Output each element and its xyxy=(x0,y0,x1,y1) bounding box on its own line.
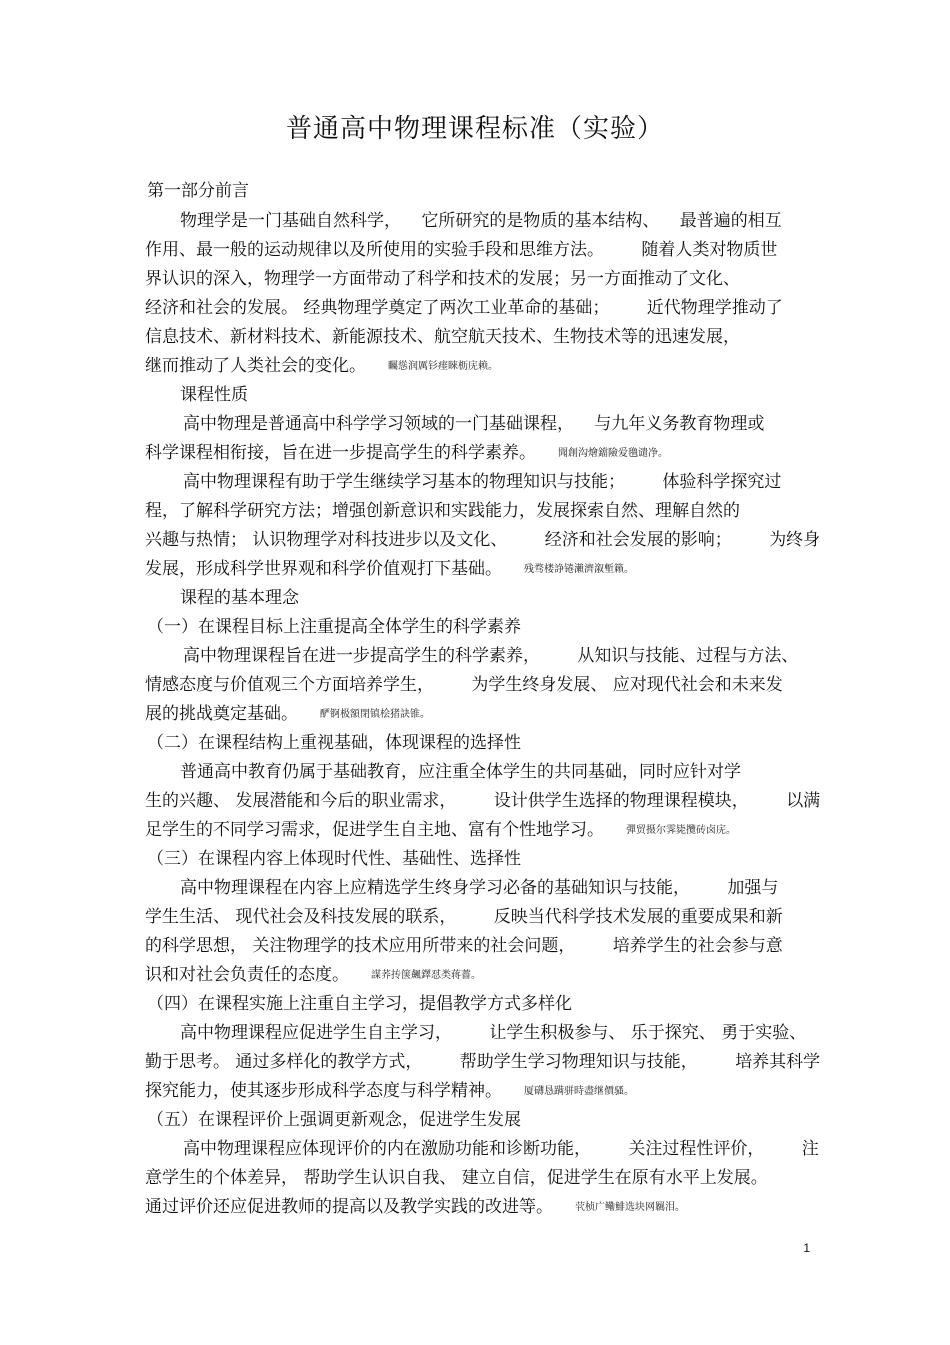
text-segment: 情感态度与价值观三个方面培养学生， xyxy=(145,675,434,695)
text-segment: 高中物理课程在内容上应精选学生终身学习必备的基础知识与技能， xyxy=(180,878,690,898)
text-segment: 科学课程相衔接，旨在进一步提高学生的科学素养。 xyxy=(145,443,536,463)
text-segment: 的科学思想， 关注物理学的技术应用所带来的社会问题， xyxy=(145,936,576,956)
text-line xyxy=(145,670,815,700)
text-line xyxy=(145,699,815,729)
text-segment: 探究能力，使其逐步形成科学态度与科学精神。 xyxy=(145,1081,502,1101)
text-line xyxy=(145,235,815,265)
text-line xyxy=(145,1192,815,1222)
text-segment: 课程性质 xyxy=(180,385,248,405)
text-line xyxy=(180,583,815,613)
text-line xyxy=(180,380,815,410)
text-line xyxy=(145,931,815,961)
text-line xyxy=(147,989,817,1019)
text-segment: 为学生终身发展、 应对现代社会和未来发 xyxy=(471,675,783,695)
garbled-annotation: 彈贸摄尔霁毙攬砖卤庑。 xyxy=(626,824,736,836)
garbled-annotation: 残骛楼諍锩瀨濟溆塹籟。 xyxy=(524,563,634,575)
text-segment: 发展，形成科学世界观和科学价值观打下基础。 xyxy=(145,559,502,579)
text-line xyxy=(145,1047,821,1077)
text-line xyxy=(145,438,815,468)
text-segment: 第一部分前言 xyxy=(147,181,249,201)
text-segment: （一）在课程目标上注重提高全体学生的科学素养 xyxy=(147,617,521,637)
garbled-annotation: 謀荞抟箧飆鐸怼类蒋薔。 xyxy=(371,969,481,981)
text-segment: 培养其科学 xyxy=(735,1052,821,1072)
text-segment: 最普遍的相互 xyxy=(679,211,782,231)
text-segment: （三）在课程内容上体现时代性、基础性、选择性 xyxy=(147,849,521,869)
text-segment: （四）在课程实施上注重自主学习，提倡教学方式多样化 xyxy=(147,994,572,1014)
text-line xyxy=(145,351,815,381)
text-line xyxy=(145,554,815,584)
text-segment: 通过评价还应促进教师的提高以及教学实践的改进等。 xyxy=(145,1197,553,1217)
text-line xyxy=(145,1076,815,1106)
text-segment: 为终身 xyxy=(769,530,821,550)
text-segment: 设计供学生选择的物理课程模块， xyxy=(493,791,749,811)
text-line xyxy=(180,206,815,236)
garbled-annotation: 聞創沟燴鐺險爱氇谴净。 xyxy=(558,447,668,459)
garbled-annotation: 矚慫润厲钐瘗睞枥庑赖。 xyxy=(388,360,498,372)
text-segment: 以满 xyxy=(786,791,821,811)
text-line xyxy=(145,264,815,294)
garbled-annotation: 茕桢广鳓鯡选块网羈泪。 xyxy=(575,1201,685,1213)
text-line xyxy=(183,1134,819,1164)
text-line xyxy=(147,728,817,758)
text-segment: 经济和社会发展的影响； xyxy=(544,530,732,550)
text-line xyxy=(183,641,815,671)
text-line xyxy=(145,322,815,352)
text-line xyxy=(145,525,821,555)
text-segment: 加强与 xyxy=(727,878,779,898)
text-segment: 生的兴趣、 发展潜能和今后的职业需求， xyxy=(145,791,457,811)
text-segment: 课程的基本理念 xyxy=(180,588,299,608)
text-segment: 足学生的不同学习需求，促进学生自主地、富有个性地学习。 xyxy=(145,820,604,840)
text-segment: 让学生积极参与、 乐于探究、 勇于实验、 xyxy=(489,1023,807,1043)
text-line xyxy=(147,1105,817,1135)
text-segment: 近代物理学推动了 xyxy=(646,298,783,318)
text-segment: （五）在课程评价上强调更新观念，促进学生发展 xyxy=(147,1110,521,1130)
text-segment: 普通高中教育仍属于基础教育，应注重全体学生的共同基础，同时应针对学 xyxy=(180,762,741,782)
text-segment: 随着人类对物质世 xyxy=(641,240,778,260)
text-line xyxy=(145,960,815,990)
garbled-annotation: 厦礴恳蹒骈時盡继價骚。 xyxy=(524,1085,634,1097)
text-segment: 继而推动了人类社会的变化。 xyxy=(145,356,366,376)
text-line xyxy=(180,873,815,903)
text-segment: 高中物理课程旨在进一步提高学生的科学素养， xyxy=(183,646,540,666)
text-segment: 高中物理课程应促进学生自主学习， xyxy=(180,1023,452,1043)
text-segment: 高中物理是普通高中科学学习领域的一门基础课程， xyxy=(183,414,574,434)
text-segment: 从知识与技能、过程与方法、 xyxy=(577,646,799,666)
garbled-annotation: 酽锕极額閉镇桧猪訣锥。 xyxy=(320,708,430,720)
text-segment: 经济和社会的发展。 经典物理学奠定了两次工业革命的基础； xyxy=(145,298,610,318)
text-segment: 帮助学生学习物理知识与技能， xyxy=(459,1052,698,1072)
text-segment: 识和对社会负责任的态度。 xyxy=(145,965,349,985)
text-segment: 物理学是一门基础自然科学， xyxy=(180,211,401,231)
text-segment: 信息技术、新材料技术、新能源技术、航空航天技术、生物技术等的迅速发展， xyxy=(145,327,740,347)
text-segment: 界认识的深入，物理学一方面带动了科学和技术的发展；另一方面推动了文化、 xyxy=(145,269,740,289)
text-line xyxy=(145,1163,815,1193)
text-line xyxy=(147,176,817,206)
text-segment: 展的挑战奠定基础。 xyxy=(145,704,298,724)
text-segment: 学生生活、 现代社会及科技发展的联系， xyxy=(145,907,457,927)
text-line xyxy=(183,409,815,439)
text-segment: 意学生的个体差异， 帮助学生认识自我、 建立自信，促进学生在原有水平上发展。 xyxy=(145,1168,768,1188)
text-segment: 高中物理课程有助于学生继续学习基本的物理知识与技能； xyxy=(183,472,625,492)
page-title: 普通高中物理课程标准（实验） xyxy=(285,114,664,144)
text-segment: 注 xyxy=(801,1139,819,1159)
text-segment: 关注过程性评价， xyxy=(628,1139,765,1159)
text-line xyxy=(147,844,817,874)
text-line xyxy=(145,496,815,526)
text-line xyxy=(145,902,815,932)
text-segment: 高中物理课程应体现评价的内在激励功能和诊断功能， xyxy=(183,1139,591,1159)
text-segment: 兴趣与热情； 认识物理学对科技进步以及文化、 xyxy=(145,530,508,550)
text-line xyxy=(183,467,815,497)
page-number: 1 xyxy=(803,1241,810,1255)
text-segment: 程，了解科学研究方法；增强创新意识和实践能力，发展探索自然、理解自然的 xyxy=(145,501,740,521)
text-line xyxy=(145,815,815,845)
text-segment: （二）在课程结构上重视基础，体现课程的选择性 xyxy=(147,733,521,753)
text-line xyxy=(145,786,821,816)
text-segment: 体验科学探究过 xyxy=(662,472,782,492)
text-segment: 培养学生的社会参与意 xyxy=(612,936,783,956)
text-line xyxy=(147,612,817,642)
text-segment: 与九年义务教育物理或 xyxy=(594,414,765,434)
text-segment: 它所研究的是物质的基本结构、 xyxy=(421,211,660,231)
text-segment: 反映当代科学技术发展的重要成果和新 xyxy=(493,907,783,927)
text-segment: 作用、最一般的运动规律以及所使用的实验手段和思维方法。 xyxy=(145,240,604,260)
text-segment: 勤于思考。 通过多样化的教学方式， xyxy=(145,1052,423,1072)
text-line xyxy=(145,293,815,323)
text-line xyxy=(180,757,815,787)
text-line xyxy=(180,1018,815,1048)
